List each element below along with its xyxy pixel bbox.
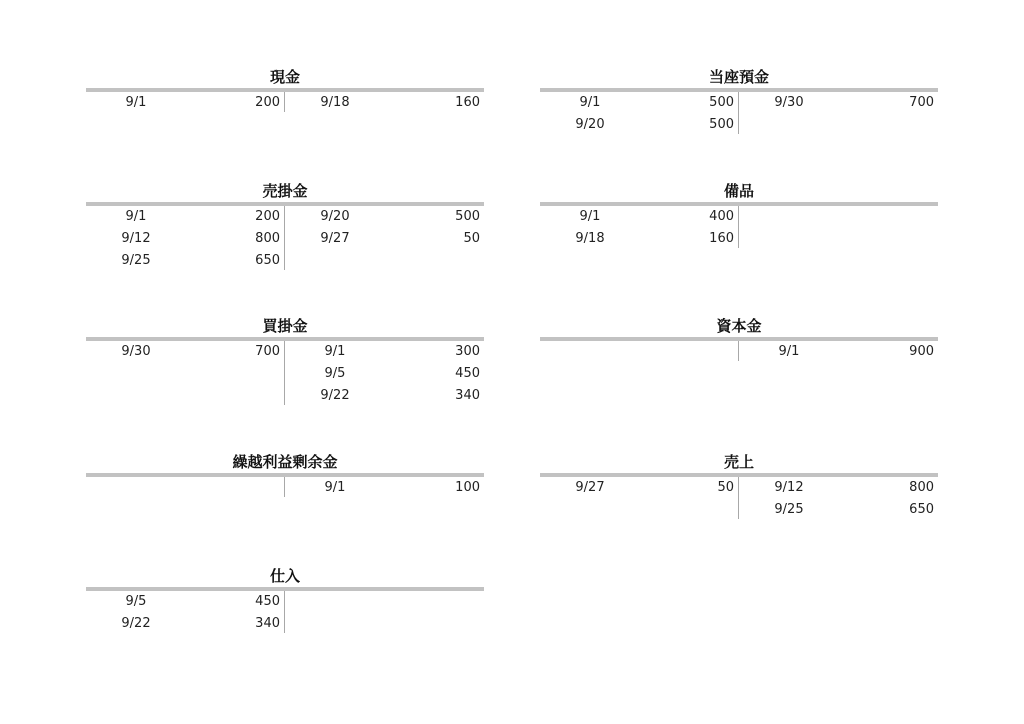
account-title: 当座預金 (708, 68, 769, 86)
debit-date (540, 341, 640, 363)
credit-date: 9/18 (320, 95, 350, 110)
credit-side (739, 206, 938, 228)
debit-date: 9/20 (575, 117, 605, 132)
account-center-divider (284, 591, 285, 633)
credit-amount (385, 613, 484, 635)
credit-amount: 100 (455, 480, 480, 495)
credit-amount: 650 (909, 502, 934, 517)
credit-date: 9/12 (774, 480, 804, 495)
credit-amount: 160 (455, 95, 480, 110)
credit-date: 9/20 (320, 209, 350, 224)
ledger-row (86, 363, 484, 385)
debit-date: 9/25 (121, 253, 151, 268)
debit-side (540, 228, 739, 250)
debit-amount: 800 (255, 231, 280, 246)
credit-date: 9/22 (320, 388, 350, 403)
debit-amount (186, 385, 284, 407)
debit-date: 9/22 (121, 616, 151, 631)
ledger-account (86, 180, 484, 272)
account-center-divider (284, 341, 285, 405)
ledger-row (86, 613, 484, 635)
credit-date: 9/1 (778, 344, 800, 359)
ledger-account (540, 66, 938, 136)
debit-date: 9/1 (579, 209, 601, 224)
ledger-account (540, 180, 938, 250)
credit-date: 9/1 (324, 344, 346, 359)
credit-date (285, 591, 385, 613)
credit-side (285, 92, 484, 114)
debit-date (86, 363, 186, 385)
debit-amount: 650 (255, 253, 280, 268)
credit-amount: 700 (909, 95, 934, 110)
credit-side (739, 499, 938, 521)
credit-amount: 300 (455, 344, 480, 359)
credit-amount (385, 250, 484, 272)
debit-amount: 50 (717, 480, 734, 495)
ledger-row (86, 385, 484, 407)
account-body (86, 591, 484, 635)
credit-date (739, 228, 839, 250)
credit-side (739, 92, 938, 114)
account-title: 買掛金 (262, 317, 308, 335)
account-center-divider (738, 92, 739, 134)
debit-side (86, 363, 285, 385)
credit-side (285, 477, 484, 499)
ledger-row (540, 206, 938, 228)
credit-amount (385, 591, 484, 613)
credit-amount: 500 (455, 209, 480, 224)
account-body (540, 206, 938, 250)
debit-side (540, 114, 739, 136)
credit-side (285, 385, 484, 407)
debit-date: 9/5 (125, 594, 147, 609)
account-center-divider (738, 206, 739, 248)
ledger-account (86, 451, 484, 499)
credit-date (285, 613, 385, 635)
debit-date: 9/18 (575, 231, 605, 246)
debit-side (86, 92, 285, 114)
credit-side (285, 341, 484, 363)
debit-date: 9/1 (125, 95, 147, 110)
debit-side (86, 341, 285, 363)
ledger-row (540, 499, 938, 521)
debit-date (86, 385, 186, 407)
credit-date: 9/30 (774, 95, 804, 110)
account-body (86, 341, 484, 407)
account-center-divider (738, 341, 739, 361)
account-body (86, 477, 484, 499)
debit-date: 9/1 (125, 209, 147, 224)
account-body (540, 341, 938, 363)
credit-side (285, 613, 484, 635)
credit-amount (839, 206, 938, 228)
account-body (540, 92, 938, 136)
credit-side (739, 228, 938, 250)
credit-date: 9/25 (774, 502, 804, 517)
credit-side (285, 250, 484, 272)
credit-side (285, 228, 484, 250)
credit-amount: 450 (455, 366, 480, 381)
credit-date: 9/5 (324, 366, 346, 381)
debit-amount: 700 (255, 344, 280, 359)
debit-amount: 500 (709, 95, 734, 110)
debit-date: 9/30 (121, 344, 151, 359)
debit-side (86, 591, 285, 613)
debit-amount (186, 477, 284, 499)
account-title: 繰越利益剰余金 (232, 453, 338, 471)
ledger-account (540, 315, 938, 363)
account-body (540, 477, 938, 521)
debit-date: 9/1 (579, 95, 601, 110)
ledger-account (86, 565, 484, 635)
debit-amount: 160 (709, 231, 734, 246)
ledger-account (86, 315, 484, 407)
account-center-divider (284, 477, 285, 497)
credit-side (285, 363, 484, 385)
account-body (86, 206, 484, 272)
credit-amount (839, 114, 938, 136)
debit-amount (186, 363, 284, 385)
credit-date (739, 206, 839, 228)
debit-amount: 500 (709, 117, 734, 132)
debit-date: 9/12 (121, 231, 151, 246)
debit-side (540, 477, 739, 499)
debit-amount: 400 (709, 209, 734, 224)
debit-amount (640, 499, 738, 521)
ledger-row (540, 477, 938, 499)
account-title: 売上 (723, 453, 754, 471)
credit-side (285, 591, 484, 613)
credit-date: 9/27 (320, 231, 350, 246)
credit-side (739, 114, 938, 136)
ledger-row (86, 206, 484, 228)
debit-date (540, 499, 640, 521)
debit-side (86, 228, 285, 250)
credit-side (739, 477, 938, 499)
account-title: 現金 (269, 68, 300, 86)
ledger-row (86, 341, 484, 363)
debit-amount: 200 (255, 209, 280, 224)
ledger-account (86, 66, 484, 114)
credit-amount: 340 (455, 388, 480, 403)
debit-date: 9/27 (575, 480, 605, 495)
account-center-divider (284, 92, 285, 112)
account-title: 売掛金 (262, 182, 308, 200)
ledger-row (86, 591, 484, 613)
account-body (86, 92, 484, 114)
ledger-account (540, 451, 938, 521)
account-center-divider (284, 206, 285, 270)
account-title: 資本金 (716, 317, 762, 335)
debit-side (86, 385, 285, 407)
account-center-divider (738, 477, 739, 519)
ledger-row (540, 92, 938, 114)
debit-amount: 340 (255, 616, 280, 631)
debit-side (86, 613, 285, 635)
debit-side (540, 499, 739, 521)
credit-amount: 50 (463, 231, 480, 246)
debit-date (86, 477, 186, 499)
debit-side (540, 92, 739, 114)
credit-amount: 800 (909, 480, 934, 495)
account-title: 仕入 (269, 567, 300, 585)
account-title: 備品 (723, 182, 754, 200)
debit-amount (640, 341, 738, 363)
ledger-row (86, 228, 484, 250)
ledger-row (540, 341, 938, 363)
debit-side (86, 206, 285, 228)
credit-side (739, 341, 938, 363)
debit-amount: 450 (255, 594, 280, 609)
credit-date: 9/1 (324, 480, 346, 495)
debit-side (86, 477, 285, 499)
credit-amount (839, 228, 938, 250)
credit-amount: 900 (909, 344, 934, 359)
credit-date (285, 250, 385, 272)
credit-side (285, 206, 484, 228)
ledger-row (86, 92, 484, 114)
debit-side (86, 250, 285, 272)
debit-amount: 200 (255, 95, 280, 110)
ledger-row (540, 228, 938, 250)
ledger-row (86, 477, 484, 499)
credit-date (739, 114, 839, 136)
debit-side (540, 206, 739, 228)
debit-side (540, 341, 739, 363)
ledger-row (86, 250, 484, 272)
ledger-row (540, 114, 938, 136)
